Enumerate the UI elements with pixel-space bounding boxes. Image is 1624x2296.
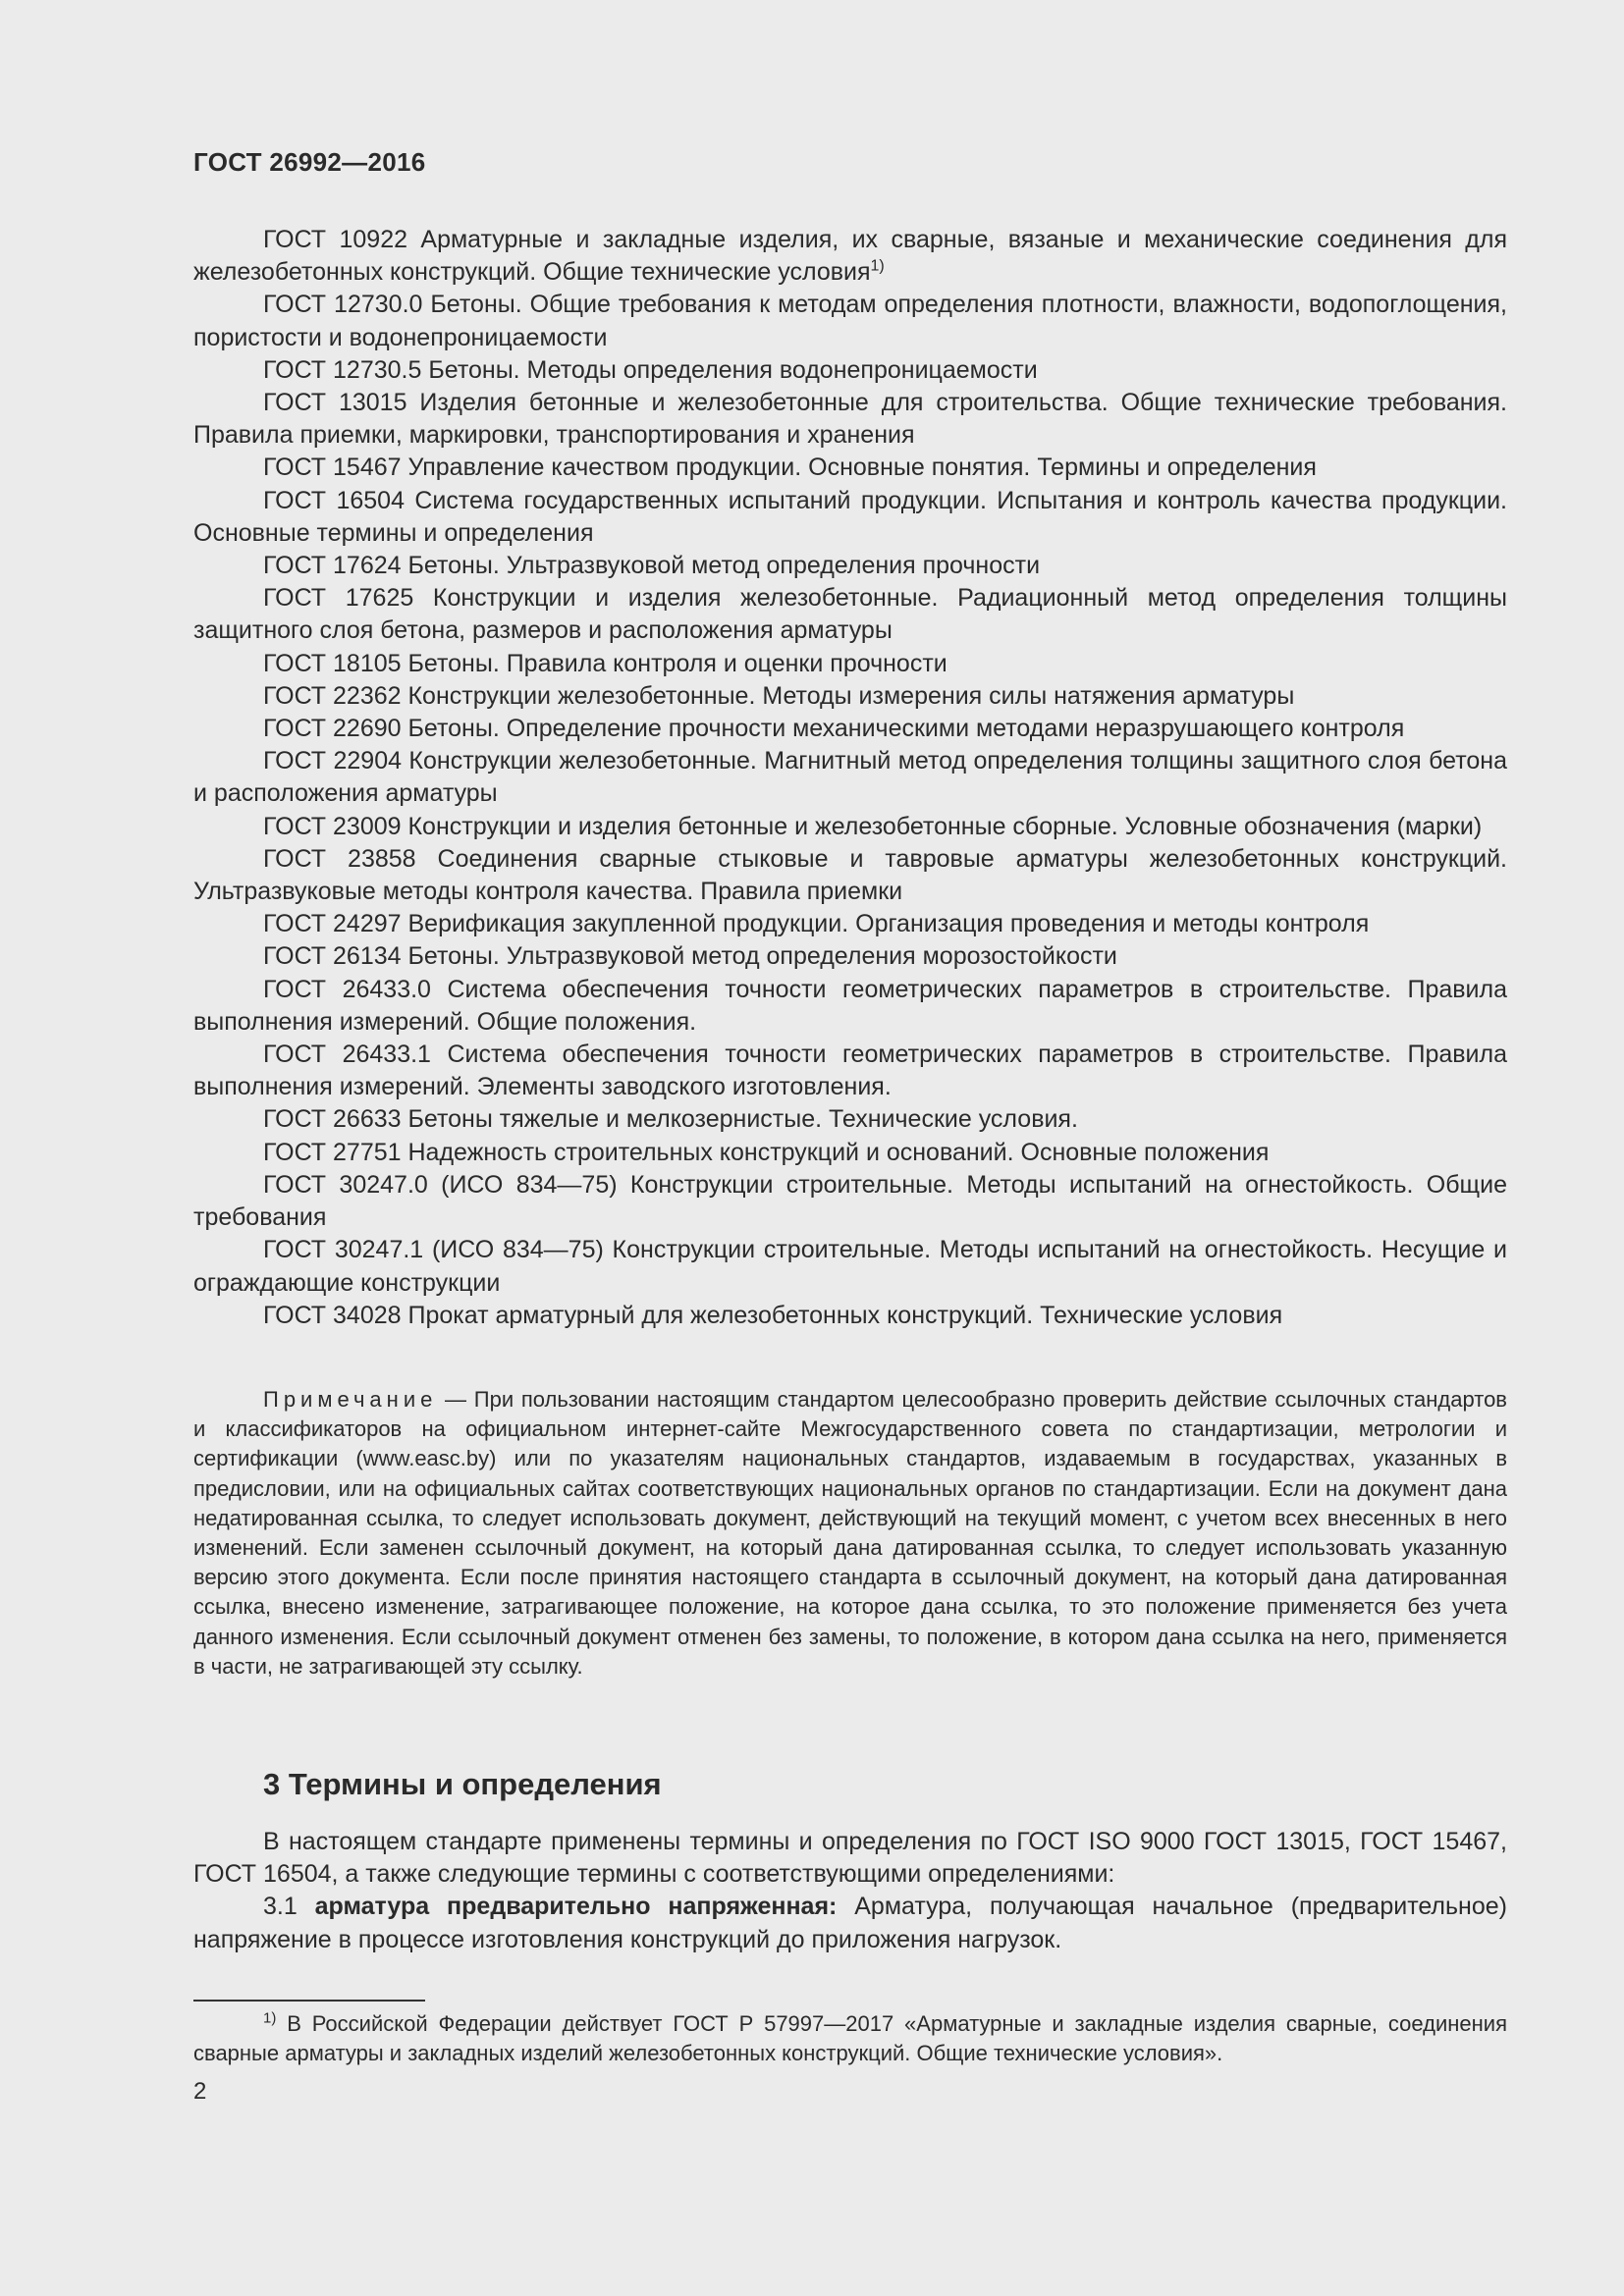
section-intro: В настоящем стандарте применены термины и определения по ГОСТ ISO 9000 ГОСТ 13015, ГОСТ 15467, ГОСТ 16504, а также следующие термины с соответствующими определениями: — [193, 1828, 1507, 1889]
reference-item: ГОСТ 30247.0 (ИСО 834—75) Конструкции строительные. Методы испытаний на огнестойкость. Общие требования — [193, 1170, 1507, 1232]
reference-item: ГОСТ 12730.0 Бетоны. Общие требования к методам определения плотности, влажности, водопоглощения, пористости и водонепроницаемости — [193, 291, 1507, 351]
reference-item: ГОСТ 10922 Арматурные и закладные изделия, их сварные, вязаные и механические соединения для железобетонных конструкций. Общие технические условия$^{1)}$ — [193, 226, 1507, 287]
footnote-text: В Российской Федерации действует ГОСТ Р 57997—2017 «Арматурные и закладные изделия сварные, соединения сварные арматуры и закладных изделий железобетонных конструкций. Общие технические условия». — [193, 2011, 1507, 2065]
page-number: 2 — [193, 2078, 207, 2105]
reference-item: ГОСТ 13015 Изделия бетонные и железобетонные для строительства. Общие технические требования. Правила приемки, маркировки, транспортирования и хранения — [193, 389, 1507, 450]
term-name: арматура предварительно напряженная: — [314, 1893, 838, 1921]
terms-section-body — [193, 1826, 1507, 1956]
term-entry — [193, 1891, 1507, 1955]
reference-item: ГОСТ 15467 Управление качеством продукции. Основные понятия. Термины и определения — [263, 454, 1317, 482]
reference-item: ГОСТ 24297 Верификация закупленной продукции. Организация проведения и методы контроля — [263, 910, 1370, 938]
reference-item: ГОСТ 22904 Конструкции железобетонные. Магнитный метод определения толщины защитного слоя бетона и расположения арматуры — [193, 747, 1507, 808]
section-title: 3 Термины и определения — [263, 1767, 662, 1801]
note-paragraph — [193, 1385, 1507, 1682]
term-number: 3.1 — [263, 1893, 315, 1921]
reference-item: ГОСТ 34028 Прокат арматурный для железобетонных конструкций. Технические условия — [263, 1301, 1283, 1329]
reference-item: ГОСТ 16504 Система государственных испытаний продукции. Испытания и контроль качества продукции. Основные термины и определения — [193, 486, 1507, 547]
reference-item: ГОСТ 26134 Бетоны. Ультразвуковой метод определения морозостойкости — [263, 942, 1117, 971]
reference-item: ГОСТ 22690 Бетоны. Определение прочности механическими методами неразрушающего контроля — [263, 715, 1405, 743]
reference-item: ГОСТ 17624 Бетоны. Ультразвуковой метод определения прочности — [263, 552, 1041, 580]
reference-item: ГОСТ 23858 Соединения сварные стыковые и тавровые арматуры железобетонных конструкций. Ультразвуковые методы контроля качества. Правила приемки — [193, 844, 1507, 906]
footnote — [193, 2009, 1507, 2068]
footnote-marker: 1) — [263, 2009, 277, 2027]
document-header-id: ГОСТ 26992—2016 — [193, 147, 426, 177]
footnote-marker: 1) — [870, 257, 885, 275]
reference-item: ГОСТ 12730.5 Бетоны. Методы определения водонепроницаемости — [263, 355, 1038, 384]
reference-item: ГОСТ 17625 Конструкции и изделия железобетонные. Радиационный метод определения толщины защитного слоя бетона, размеров и расположения арматуры — [193, 584, 1507, 645]
term-definition: Арматура, получающая начальное (предварительное) напряжение в процессе изготовления конструкций до приложения нагрузок. — [193, 1893, 1507, 1953]
reference-item: ГОСТ 22362 Конструкции железобетонные. Методы измерения силы натяжения арматуры — [263, 681, 1295, 710]
note-label: Примечание — [263, 1387, 438, 1412]
reference-item: ГОСТ 26633 Бетоны тяжелые и мелкозернистые. Технические условия. — [263, 1105, 1078, 1134]
reference-item: ГОСТ 26433.1 Система обеспечения точности геометрических параметров в строительстве. Правила выполнения измерений. Элементы заводского изготовления. — [193, 1041, 1507, 1101]
reference-item: ГОСТ 26433.0 Система обеспечения точности геометрических параметров в строительстве. Правила выполнения измерений. Общие положения. — [193, 975, 1507, 1036]
note-text: — При пользовании настоящим стандартом целесообразно проверить действие ссылочных стандартов и классификаторов на официальном интернет-сайте Межгосударственного совета по стандартизации, метрологии и сертификации (www.easc.by) или по указателям национальных стандартов, издаваемым в государствах, указанных в предисловии, или на официальных сайтах соответствующих национальных органов по стандартизации. Если на документ дана недатированная ссылка, то следует использовать документ, действующий на текущий момент, с учетом всех внесенных в него изменений. Если заменен ссылочный документ, на который дана датированная ссылка, то следует использовать указанную версию этого документа. Если после принятия настоящего стандарта в ссылочный документ, на который дана датированная ссылка, внесено изменение, затрагивающее положение, на которое дана ссылка, то это положение применяется без учета данного изменения. Если ссылочный документ отменен без замены, то положение, в котором дана ссылка на него, применяется в части, не затрагивающей эту ссылку. — [193, 1387, 1507, 1679]
reference-item: ГОСТ 18105 Бетоны. Правила контроля и оценки прочности — [263, 649, 947, 677]
reference-item: ГОСТ 23009 Конструкции и изделия бетонные и железобетонные сборные. Условные обозначения (марки) — [263, 812, 1483, 840]
footnote-divider — [193, 2000, 425, 2002]
reference-item: ГОСТ 30247.1 (ИСО 834—75) Конструкции строительные. Методы испытаний на огнестойкость. Несущие и ограждающие конструкции — [193, 1236, 1507, 1297]
normative-references-list — [193, 224, 1507, 1332]
reference-item: ГОСТ 27751 Надежность строительных конструкций и оснований. Основные положения — [263, 1138, 1270, 1166]
